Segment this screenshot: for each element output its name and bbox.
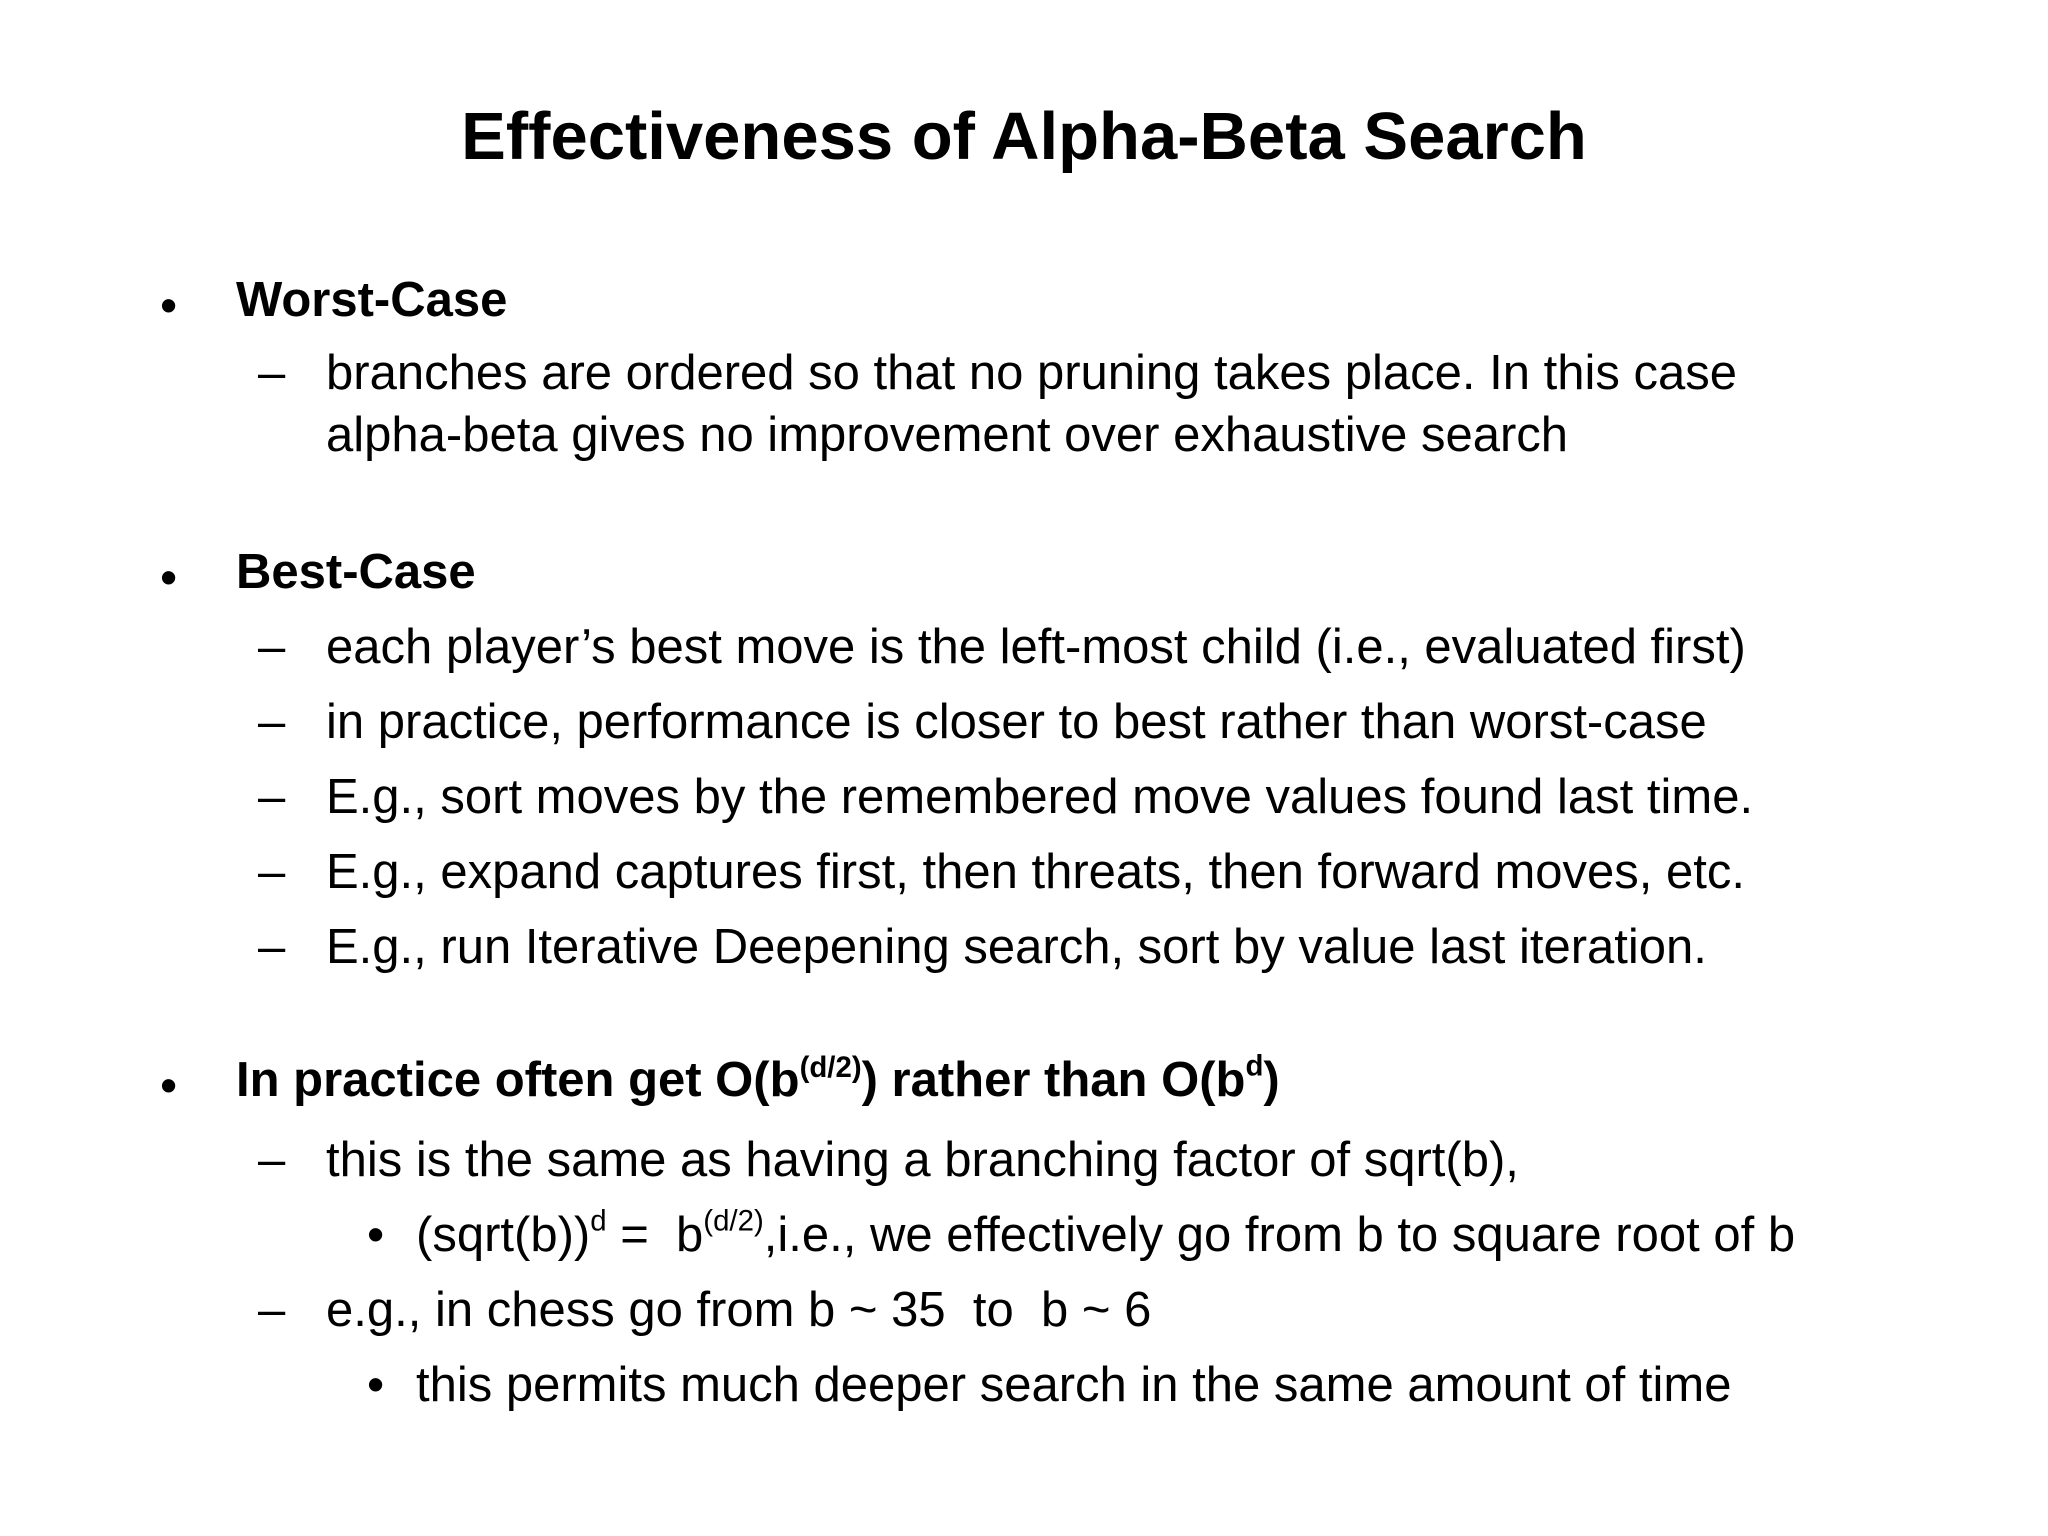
worst-case-item-line2: alpha-beta gives no improvement over exhaustive search [326,408,1569,462]
dash-marker: – [258,1283,286,1337]
heading-text-post: ) [1263,1053,1280,1107]
sub-item-text-post: ,i.e., we effectively go from b to square root of b [763,1208,1796,1262]
dash-marker: – [258,1133,286,1187]
in-practice-item: e.g., in chess go from b ~ 35 to b ~ 6 [326,1283,1152,1337]
best-case-item: in practice, performance is closer to best rather than worst-case [326,695,1707,749]
worst-case-item-line1: branches are ordered so that no pruning takes place. In this case [326,346,1737,400]
heading-superscript-d-over-2: (d/2) [799,1050,862,1084]
dash-marker: – [258,770,286,824]
heading-text-pre: In practice often get O(b [236,1053,800,1107]
best-case-item: E.g., sort moves by the remembered move values found last time. [326,770,1754,824]
sub-item-text-mid: = b [606,1208,704,1262]
section-heading-in-practice [236,1049,1280,1107]
slide-title: Effectiveness of Alpha-Beta Search [461,99,1587,174]
bullet-marker: • [160,279,178,333]
in-practice-item: this is the same as having a branching factor of sqrt(b), [326,1133,1519,1187]
bullet-marker: • [160,1059,178,1113]
bullet-marker: • [160,551,178,605]
sub-item-superscript-d-over-2: (d/2) [703,1204,764,1238]
best-case-item: E.g., expand captures first, then threats, then forward moves, etc. [326,845,1745,899]
best-case-item: each player’s best move is the left-most child (i.e., evaluated first) [326,620,1746,674]
section-heading-best-case: Best-Case [236,545,476,599]
sub-item-text-pre: (sqrt(b)) [416,1208,591,1262]
dash-marker: – [258,346,286,400]
heading-text-mid: ) rather than O(b [861,1053,1246,1107]
in-practice-sub-item [416,1204,1796,1262]
in-practice-sub-item: this permits much deeper search in the same amount of time [416,1358,1732,1412]
heading-superscript-d: d [1245,1049,1264,1083]
dash-marker: – [258,920,286,974]
dash-marker: – [258,620,286,674]
sub-bullet-marker: • [367,1358,385,1412]
best-case-item: E.g., run Iterative Deepening search, sort by value last iteration. [326,920,1707,974]
dash-marker: – [258,845,286,899]
sub-bullet-marker: • [367,1208,385,1262]
sub-item-superscript-d: d [590,1204,607,1238]
dash-marker: – [258,695,286,749]
section-heading-worst-case: Worst-Case [236,273,508,327]
